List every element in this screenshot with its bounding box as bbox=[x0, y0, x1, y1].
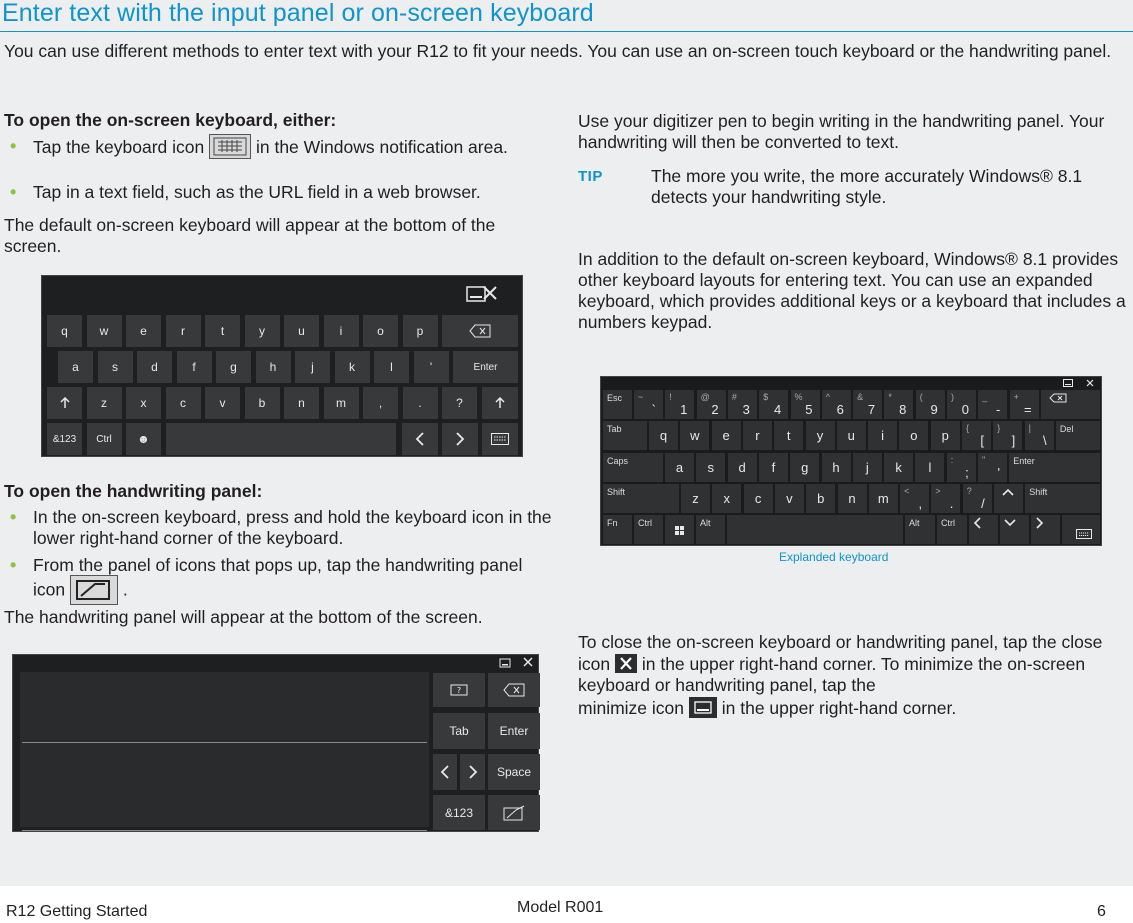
key-label: @ bbox=[700, 392, 710, 402]
key-label: Ctrl bbox=[638, 518, 652, 528]
key-5[interactable] bbox=[791, 390, 820, 419]
close-icon bbox=[615, 654, 637, 673]
list-item bbox=[10, 555, 555, 606]
key-r[interactable]: r bbox=[166, 315, 201, 347]
key-label: y bbox=[816, 428, 824, 443]
bullet1-text-a: Tap the keyboard icon bbox=[33, 137, 205, 158]
key-label: n bbox=[848, 491, 856, 506]
keyboard-default-text: The default on-screen keyboard will appear at the bottom of the screen. bbox=[4, 215, 496, 256]
key-label: & bbox=[857, 392, 864, 402]
key-label: Alt bbox=[700, 518, 711, 528]
close-text-b: in the upper right-hand corner. To minimize the on-screen keyboard or handwriting panel, tap the bbox=[578, 653, 1086, 695]
key-o[interactable] bbox=[899, 421, 928, 450]
key-.[interactable] bbox=[931, 484, 960, 513]
key-i[interactable] bbox=[868, 421, 897, 450]
writing-guide-line bbox=[22, 742, 427, 743]
keyboard-menu-key[interactable] bbox=[482, 423, 518, 455]
key-p[interactable] bbox=[931, 421, 960, 450]
key-c[interactable]: c bbox=[166, 387, 201, 419]
key-label: = bbox=[1024, 402, 1032, 417]
key-label: 3 bbox=[742, 402, 750, 417]
emoji-key[interactable]: ☻ bbox=[126, 423, 161, 455]
key-.[interactable]: . bbox=[403, 387, 438, 419]
key-7[interactable] bbox=[853, 390, 882, 419]
bullet2-text: Tap in a text field, such as the URL field in a web browser. bbox=[33, 182, 481, 202]
close-text-a: To close the on-screen keyboard or handwriting panel, tap the close icon bbox=[578, 632, 1103, 674]
key-label: } bbox=[997, 423, 1001, 433]
key-y[interactable] bbox=[806, 421, 835, 450]
key-x[interactable]: x bbox=[126, 387, 161, 419]
ctrl-key[interactable] bbox=[937, 515, 967, 544]
key-3[interactable] bbox=[728, 390, 757, 419]
key-label: j bbox=[865, 460, 869, 475]
close-paragraph bbox=[578, 632, 1128, 719]
close-icon[interactable] bbox=[520, 656, 536, 668]
key-o[interactable]: o bbox=[363, 315, 398, 347]
key-label: ` bbox=[651, 402, 656, 417]
key-label: u bbox=[847, 428, 855, 443]
help-key[interactable] bbox=[433, 673, 485, 707]
bullet-dot: • bbox=[10, 507, 17, 527]
key-/[interactable] bbox=[963, 484, 992, 513]
key-label: d bbox=[738, 460, 746, 475]
key-label: . bbox=[949, 496, 954, 511]
key-label: + bbox=[1013, 392, 1019, 402]
key-j[interactable]: j bbox=[295, 351, 330, 383]
minimize-icon bbox=[689, 697, 717, 718]
key-label: p bbox=[941, 428, 949, 443]
key-label: ^ bbox=[825, 392, 831, 402]
key-label: Del bbox=[1059, 424, 1074, 434]
key-v[interactable] bbox=[775, 484, 804, 513]
tab-key[interactable] bbox=[603, 421, 647, 450]
intro-paragraph: You can use different methods to enter text with your R12 to fit your needs. You can use an on-screen touch keyboard or the handwriting panel. bbox=[4, 41, 1112, 61]
key-label: a bbox=[675, 460, 684, 475]
key-label: * bbox=[888, 392, 892, 402]
esc-key[interactable] bbox=[603, 390, 632, 419]
key-b[interactable] bbox=[806, 484, 835, 513]
key-label: < bbox=[904, 486, 910, 496]
key-label: Shift bbox=[1029, 487, 1048, 497]
key-t[interactable] bbox=[774, 421, 803, 450]
close-text-c: minimize icon bbox=[578, 697, 684, 718]
key-k[interactable]: k bbox=[335, 351, 370, 383]
bullet-dot: • bbox=[10, 182, 17, 202]
key-s[interactable] bbox=[696, 453, 725, 482]
key-i[interactable]: i bbox=[324, 315, 359, 347]
key-label: ( bbox=[919, 392, 923, 402]
key-0[interactable] bbox=[947, 390, 976, 419]
key-label: ] bbox=[1011, 433, 1016, 448]
shift-key[interactable] bbox=[603, 484, 679, 513]
onscreen-keyboard-image bbox=[41, 275, 523, 457]
symbols-key[interactable]: &123 bbox=[47, 423, 82, 455]
list-item bbox=[10, 136, 550, 161]
footer-left: R12 Getting Started bbox=[6, 903, 148, 920]
key-][interactable] bbox=[993, 421, 1022, 450]
key-b[interactable]: b bbox=[245, 387, 280, 419]
key-label: _ bbox=[982, 392, 988, 402]
key-label: 4 bbox=[773, 402, 782, 417]
key-label: ' bbox=[997, 465, 1000, 480]
right-arrow-key[interactable] bbox=[1031, 515, 1060, 544]
key-label: : bbox=[950, 455, 954, 465]
key-u[interactable] bbox=[837, 421, 866, 450]
space-key[interactable] bbox=[166, 423, 396, 455]
key-label: { bbox=[966, 423, 970, 433]
key-label: - bbox=[995, 402, 1001, 417]
key-label: o bbox=[910, 428, 918, 443]
keyboard-icon bbox=[209, 134, 251, 159]
backspace-key[interactable] bbox=[442, 315, 518, 347]
key-z[interactable]: z bbox=[87, 387, 122, 419]
alt-key[interactable] bbox=[696, 515, 725, 544]
handwriting-panel-image bbox=[12, 654, 539, 832]
page-number: 6 bbox=[1097, 903, 1106, 920]
key-a[interactable]: a bbox=[58, 351, 93, 383]
down-arrow-key[interactable] bbox=[1000, 515, 1029, 544]
hw-bullet1-text: In the on-screen keyboard, press and hold the keyboard icon in the lower right-hand corner of the keyboard. bbox=[33, 507, 552, 548]
space-key[interactable]: Space bbox=[488, 754, 540, 790]
key-f[interactable] bbox=[759, 453, 788, 482]
key-label: q bbox=[659, 428, 668, 443]
key-label: Caps bbox=[607, 456, 629, 466]
windows-key[interactable] bbox=[665, 515, 694, 544]
key-=[interactable] bbox=[1010, 390, 1039, 419]
tip-text: The more you write, the more accurately Windows® 8.1 detects your handwriting style. bbox=[651, 166, 1083, 207]
key-8[interactable] bbox=[884, 390, 913, 419]
key-j[interactable] bbox=[853, 453, 882, 482]
key-label: Esc bbox=[607, 393, 623, 403]
key-label: f bbox=[771, 460, 776, 475]
key-label: 1 bbox=[680, 402, 688, 417]
handwriting-heading: To open the handwriting panel: bbox=[4, 481, 263, 501]
enter-key[interactable] bbox=[1009, 453, 1100, 482]
key-label: i bbox=[881, 428, 885, 443]
shift-key[interactable] bbox=[47, 387, 82, 419]
key-`[interactable] bbox=[634, 390, 663, 419]
right-arrow-key[interactable] bbox=[442, 423, 478, 455]
key-label: ! bbox=[669, 392, 672, 402]
key-label: v bbox=[786, 491, 793, 506]
key-label: 5 bbox=[805, 402, 813, 417]
svg-text:?: ? bbox=[456, 686, 462, 695]
key-1[interactable] bbox=[665, 390, 694, 419]
left-arrow-key[interactable] bbox=[433, 754, 457, 790]
key-label: 0 bbox=[961, 402, 969, 417]
key-e[interactable]: e bbox=[126, 315, 161, 347]
key-label: w bbox=[690, 428, 700, 443]
tab-key[interactable]: Tab bbox=[433, 713, 485, 749]
key-a[interactable] bbox=[665, 453, 694, 482]
key-2[interactable] bbox=[697, 390, 726, 419]
key-u[interactable]: u bbox=[284, 315, 319, 347]
key-z[interactable] bbox=[681, 484, 710, 513]
list-item bbox=[10, 507, 555, 549]
key-\[interactable] bbox=[1025, 421, 1054, 450]
key-label: ? bbox=[966, 486, 972, 496]
keyboard-heading: To open the on-screen keyboard, either: bbox=[4, 110, 337, 130]
key-m[interactable]: m bbox=[324, 387, 359, 419]
key-6[interactable] bbox=[822, 390, 851, 419]
key-label: Tab bbox=[607, 424, 622, 434]
key-v[interactable]: v bbox=[205, 387, 240, 419]
key-label: k bbox=[895, 460, 902, 475]
keyboard-menu-key[interactable] bbox=[1062, 515, 1100, 544]
key-w[interactable] bbox=[680, 421, 709, 450]
key-label: , bbox=[918, 496, 923, 511]
key-f[interactable]: f bbox=[177, 351, 212, 383]
close-text-d: in the upper right-hand corner. bbox=[721, 697, 957, 718]
key-n[interactable] bbox=[838, 484, 867, 513]
right-arrow-key[interactable] bbox=[460, 754, 485, 790]
key-?[interactable]: ? bbox=[442, 387, 477, 419]
key-label: x bbox=[723, 491, 731, 506]
key-e[interactable] bbox=[712, 421, 741, 450]
key-w[interactable]: w bbox=[87, 315, 122, 347]
key-label: ~ bbox=[638, 392, 644, 402]
left-arrow-key[interactable] bbox=[969, 515, 998, 544]
key-label: s bbox=[707, 460, 715, 475]
up-arrow-key[interactable] bbox=[994, 484, 1023, 513]
caps-key[interactable] bbox=[603, 453, 663, 482]
tip-label: TIP bbox=[578, 168, 603, 185]
key-label: " bbox=[982, 455, 986, 465]
fn-key[interactable] bbox=[603, 515, 632, 544]
footer-center: Model R001 bbox=[517, 899, 604, 916]
key-l[interactable]: l bbox=[374, 351, 409, 383]
enter-key[interactable]: Enter bbox=[488, 713, 540, 749]
key-label: b bbox=[817, 491, 825, 506]
key-4[interactable] bbox=[759, 390, 788, 419]
key-label: # bbox=[731, 392, 737, 402]
key-q[interactable]: q bbox=[47, 315, 82, 347]
title-rule bbox=[0, 31, 1133, 32]
key-label: | bbox=[1028, 423, 1031, 433]
key-s[interactable]: s bbox=[98, 351, 133, 383]
backspace-key[interactable] bbox=[488, 673, 540, 707]
key-label: Shift bbox=[607, 487, 626, 497]
key-g[interactable]: g bbox=[216, 351, 251, 383]
key-[[interactable] bbox=[962, 421, 991, 450]
key-h[interactable]: h bbox=[256, 351, 291, 383]
key-q[interactable] bbox=[649, 421, 678, 450]
writing-area[interactable] bbox=[20, 672, 429, 827]
handwriting-appear-text: The handwriting panel will appear at the bottom of the screen. bbox=[4, 607, 483, 627]
key-label: $ bbox=[763, 392, 769, 402]
key-l[interactable] bbox=[915, 453, 944, 482]
key-label: ; bbox=[965, 465, 969, 480]
shift-key[interactable] bbox=[1025, 484, 1100, 513]
key-k[interactable] bbox=[884, 453, 913, 482]
key-label: Alt bbox=[909, 518, 920, 528]
hw-bullet2-text-a: From the panel of icons that pops up, tap the handwriting panel icon bbox=[33, 555, 523, 600]
del-key[interactable] bbox=[1056, 421, 1100, 450]
key-n[interactable]: n bbox=[284, 387, 319, 419]
key-label: / bbox=[981, 496, 985, 511]
handwriting-panel-icon bbox=[70, 575, 118, 605]
close-icon[interactable] bbox=[478, 282, 502, 304]
key-label: c bbox=[754, 491, 762, 506]
key-label: t bbox=[786, 428, 791, 443]
key-label: l bbox=[928, 460, 932, 475]
key-label: Ctrl bbox=[941, 518, 955, 528]
key-label: 6 bbox=[836, 402, 844, 417]
key-label: ) bbox=[951, 392, 954, 402]
key-h[interactable] bbox=[822, 453, 851, 482]
key-t[interactable]: t bbox=[205, 315, 240, 347]
key-label: Enter bbox=[1013, 456, 1035, 466]
key-,[interactable] bbox=[900, 484, 929, 513]
backspace-key[interactable] bbox=[1041, 390, 1100, 419]
key-d[interactable] bbox=[728, 453, 757, 482]
key-label: \ bbox=[1042, 433, 1047, 448]
key-label: 2 bbox=[711, 402, 719, 417]
symbols-key[interactable]: &123 bbox=[433, 795, 485, 830]
key-label: r bbox=[755, 428, 760, 443]
key-label: g bbox=[801, 460, 809, 475]
ctrl-key[interactable]: Ctrl bbox=[87, 423, 122, 455]
key-label: % bbox=[794, 392, 803, 402]
section-title: Enter text with the input panel or on-screen keyboard bbox=[2, 0, 594, 27]
key-d[interactable]: d bbox=[137, 351, 172, 383]
key-label: m bbox=[877, 491, 889, 506]
digitizer-paragraph: Use your digitizer pen to begin writing in the handwriting panel. Your handwriting will then be converted to text. bbox=[578, 111, 1105, 152]
left-arrow-key[interactable] bbox=[402, 423, 438, 455]
key-c[interactable] bbox=[744, 484, 773, 513]
enter-key[interactable]: Enter bbox=[453, 351, 518, 383]
key-,[interactable]: , bbox=[363, 387, 398, 419]
bullet-dot: • bbox=[10, 555, 17, 575]
key-;[interactable] bbox=[947, 453, 976, 482]
key-label: 7 bbox=[867, 402, 876, 417]
key-p[interactable]: p bbox=[403, 315, 438, 347]
key-label: h bbox=[832, 460, 840, 475]
minimize-icon[interactable] bbox=[497, 657, 513, 669]
key-label: 8 bbox=[899, 402, 907, 417]
writing-guide-line bbox=[22, 830, 427, 831]
key--[interactable] bbox=[978, 390, 1007, 419]
hw-bullet2-text-b: . bbox=[122, 579, 128, 600]
list-item bbox=[10, 182, 550, 203]
close-icon[interactable] bbox=[1083, 378, 1097, 388]
minimize-icon[interactable] bbox=[1061, 378, 1075, 388]
key-label: [ bbox=[980, 433, 984, 448]
alt-key[interactable] bbox=[905, 515, 935, 544]
bullet-dot: • bbox=[10, 136, 17, 156]
shift-key[interactable] bbox=[482, 387, 519, 419]
key-apostrophe[interactable]: ' bbox=[414, 351, 449, 383]
key-x[interactable] bbox=[712, 484, 741, 513]
key-m[interactable] bbox=[869, 484, 898, 513]
key-label: > bbox=[935, 486, 941, 496]
key-g[interactable] bbox=[790, 453, 819, 482]
key-r[interactable] bbox=[743, 421, 772, 450]
layouts-paragraph: In addition to the default on-screen keyboard, Windows® 8.1 provides other keyboard layouts for entering text. You can use an expanded keyboard, which provides additional keys or a keyboard that includes a numbers keypad. bbox=[578, 249, 1126, 332]
key-9[interactable] bbox=[916, 390, 945, 419]
key-label: Fn bbox=[607, 518, 618, 528]
key-label: z bbox=[692, 491, 699, 506]
expanded-keyboard-image bbox=[600, 376, 1102, 546]
bullet1-text-b: in the Windows notification area. bbox=[255, 137, 508, 158]
key-y[interactable]: y bbox=[245, 315, 280, 347]
key-label: 9 bbox=[930, 402, 938, 417]
key-'[interactable] bbox=[978, 453, 1007, 482]
handwriting-toggle-key[interactable] bbox=[488, 795, 540, 830]
key-label: e bbox=[722, 428, 730, 443]
figure-caption: Explanded keyboard bbox=[779, 550, 889, 564]
ctrl-key[interactable] bbox=[634, 515, 663, 544]
space-key[interactable] bbox=[727, 515, 903, 544]
